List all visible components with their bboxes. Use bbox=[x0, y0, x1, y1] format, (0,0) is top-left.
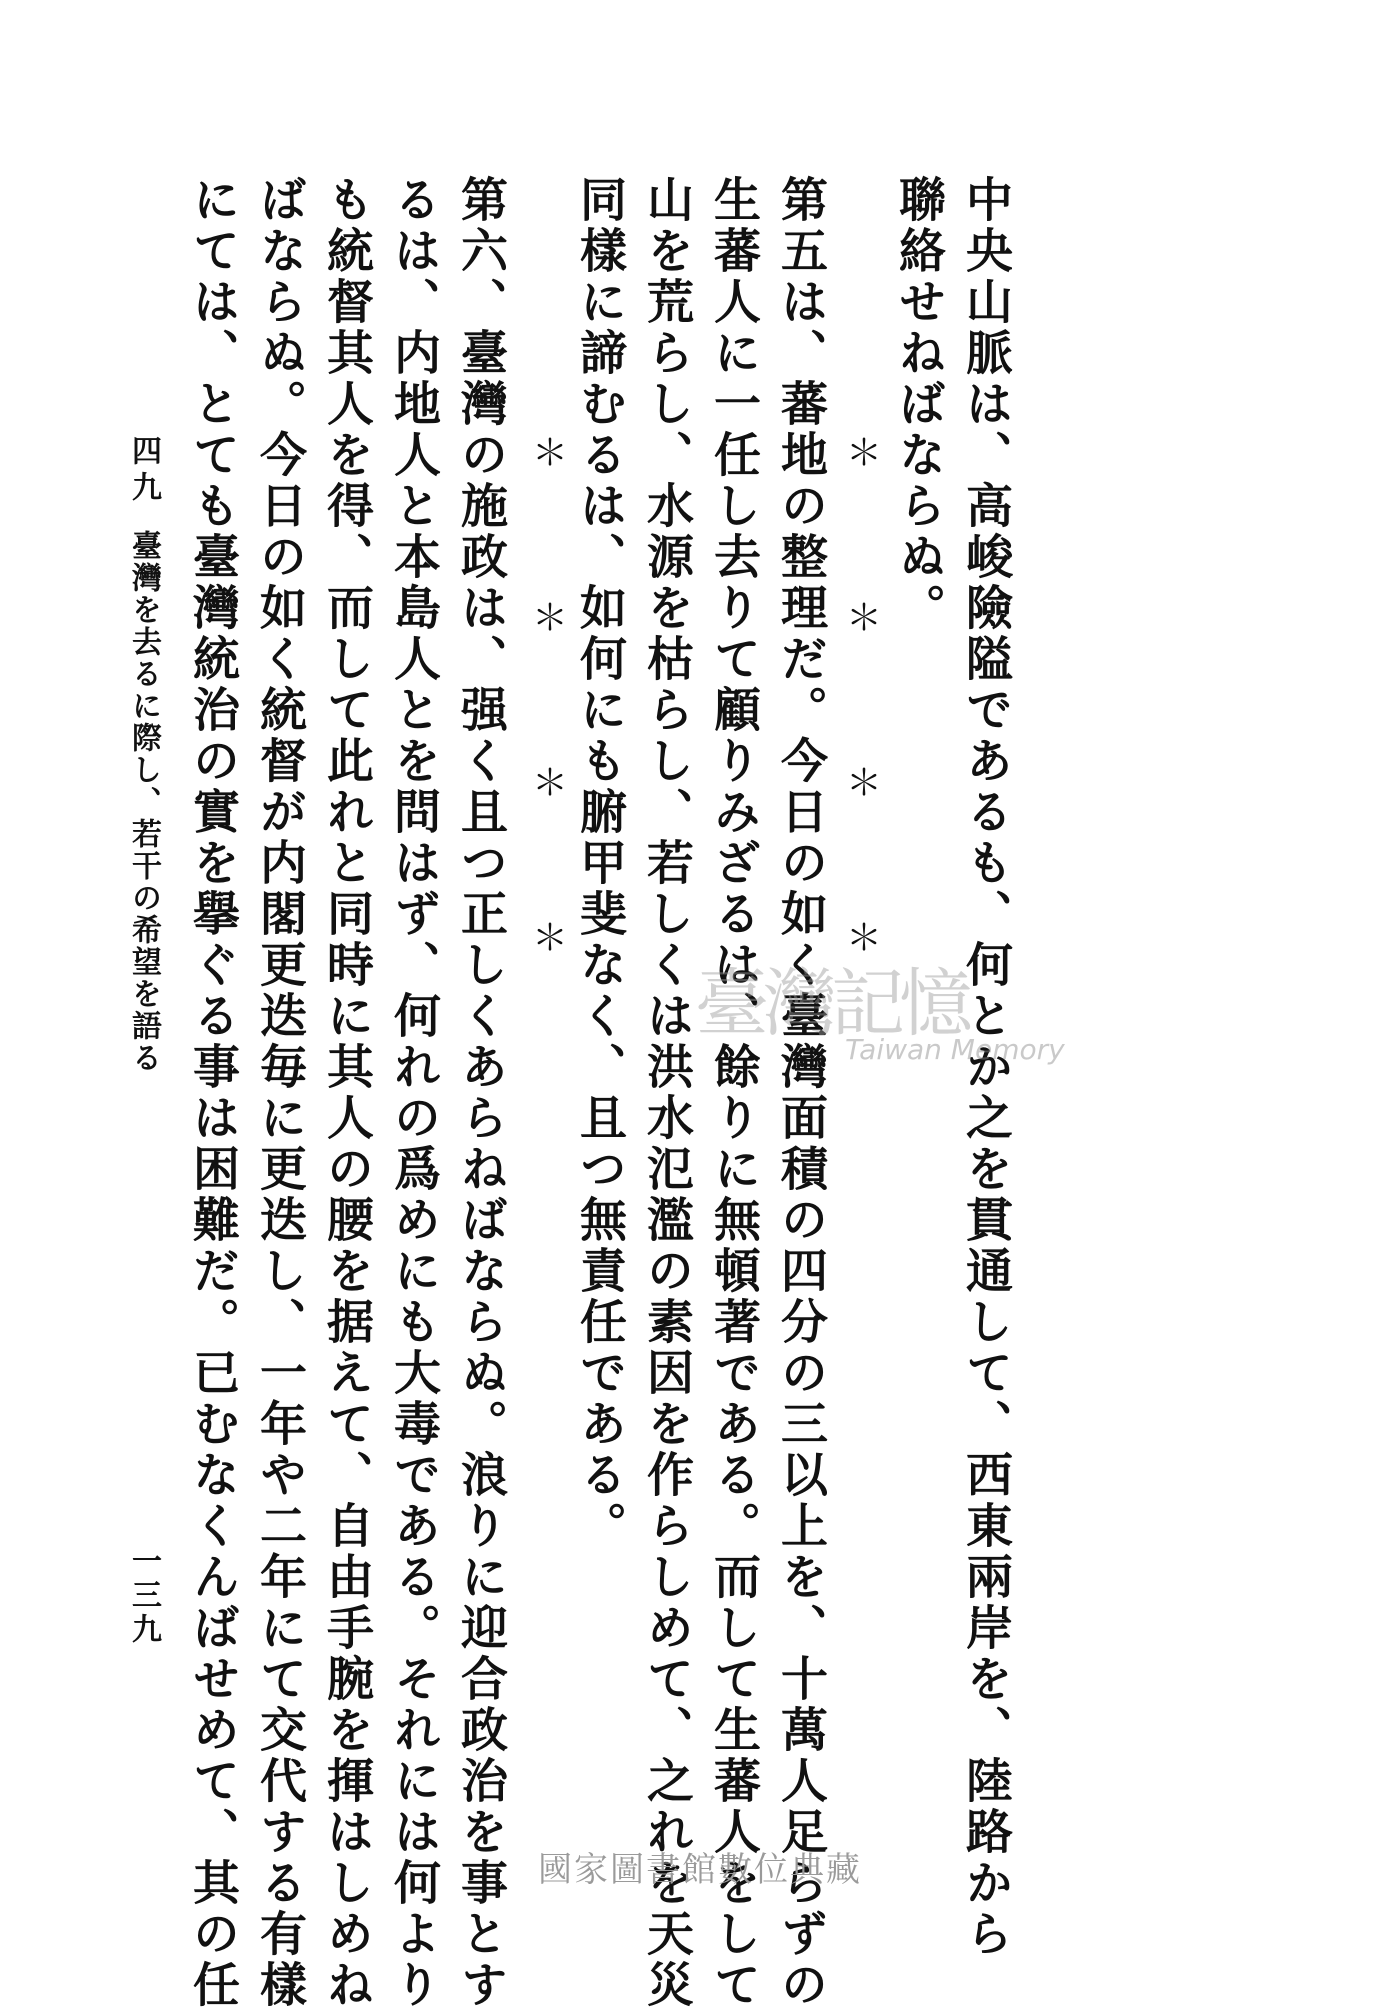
section-separator-star: ＊ bbox=[846, 763, 883, 804]
text-line-10: ばならぬ。今日の如く統督が内閣更迭毎に更迭し、一年や二年にて交代する有樣 bbox=[252, 175, 307, 2011]
text-line-2: 聯絡せねばならぬ。 bbox=[891, 175, 946, 634]
text-line-6: 同樣に諦むるは、如何にも腑甲斐なく、且つ無責任である。 bbox=[572, 175, 627, 1552]
text-line-1: 中央山脈は、高峻險隘であるも、何とか之を貫通して、西東兩岸を、陸路から bbox=[958, 175, 1013, 1960]
chapter-title: 臺灣を去るに際し、若干の希望を語る bbox=[126, 530, 161, 1074]
section-separator-star: ＊ bbox=[846, 598, 883, 639]
taiwan-memory-watermark bbox=[695, 945, 1115, 1085]
library-credit: 國家圖書館數位典藏 bbox=[538, 1850, 862, 1890]
text-line-4: 生蕃人に一任し去りて顧りみざるは、餘りに無頓著である。而して生蕃人をして bbox=[706, 175, 761, 2011]
text-line-3: 第五は、蕃地の整理だ。今日の如く臺灣面積の四分の三以上を、十萬人足らずの bbox=[773, 175, 828, 2011]
page-number: 一三九 bbox=[126, 1545, 161, 1647]
section-separator-star: ＊ bbox=[532, 918, 569, 959]
text-line-7: 第六、臺灣の施政は、强く且つ正しくあらねばならぬ。浪りに迎合政治を事とす bbox=[453, 175, 508, 2011]
chapter-number: 四九 bbox=[126, 435, 161, 507]
section-separator-star: ＊ bbox=[532, 598, 569, 639]
text-line-8: るは、内地人と本島人とを問はず、何れの爲めにも大毒である。それには何より bbox=[386, 175, 441, 2011]
watermark-title: 臺灣記憶 bbox=[695, 961, 967, 1047]
section-separator-star: ＊ bbox=[532, 433, 569, 474]
text-line-5: 山を荒らし、水源を枯らし、若しくは洪水氾濫の素因を作らしめて、之れを天災 bbox=[639, 175, 694, 2011]
section-separator-star: ＊ bbox=[532, 763, 569, 804]
text-line-9: も統督其人を得、而して此れと同時に其人の腰を据えて、自由手腕を揮はしめね bbox=[319, 175, 374, 2011]
section-separator-star: ＊ bbox=[846, 433, 883, 474]
text-line-11: にては、とても臺灣統治の實を擧ぐる事は困難だ。已むなくんばせめて、其の任 bbox=[185, 175, 240, 2011]
section-separator-star: ＊ bbox=[846, 918, 883, 959]
watermark-subtitle: Taiwan Memory bbox=[845, 1033, 1065, 1066]
